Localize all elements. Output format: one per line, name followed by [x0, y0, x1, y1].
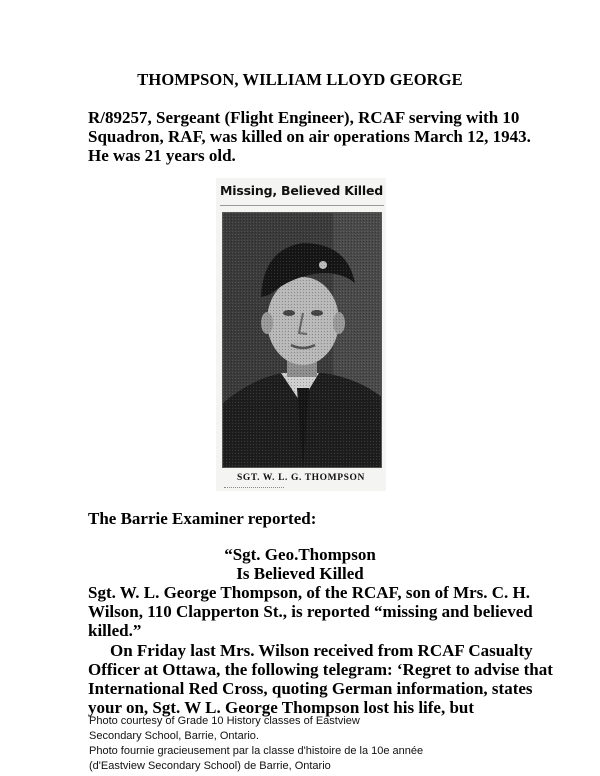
service-summary	[88, 108, 558, 165]
service-summary-line: Squadron, RAF, was killed on air operations March 12, 1943.	[88, 127, 531, 146]
clipping-divider	[220, 205, 384, 206]
newspaper-clipping	[216, 178, 386, 491]
photo-credit-line: Secondary School, Barrie, Ontario.	[89, 730, 259, 742]
page-title: THOMPSON, WILLIAM LLOYD GEORGE	[137, 70, 463, 89]
service-summary-line: He was 21 years old.	[88, 146, 236, 165]
photo-credit-line: Photo fournie gracieusement par la classe d'histoire de la 10e année	[89, 745, 424, 757]
photo-credit	[89, 714, 423, 774]
portrait-image-icon	[223, 213, 382, 468]
article-body	[88, 583, 558, 717]
article-paragraph: On Friday last Mrs. Wilson received from RCAF Casualty Officer at Ottawa, the following telegram: ‘Regret to advise that International Red Cross, quoting German information, states your on, Sgt. W L. George Thompson lost his life, but	[88, 640, 553, 718]
source-attribution: The Barrie Examiner reported:	[88, 509, 317, 528]
photo-credit-line: Photo courtesy of Grade 10 History classes of Eastview	[89, 715, 360, 727]
photo-caption: SGT. W. L. G. THOMPSON	[237, 473, 365, 483]
clipping-torn-edge	[224, 487, 284, 491]
photo-credit-line: (d'Eastview Secondary School) de Barrie, Ontario	[89, 760, 331, 772]
clipping-headline: Missing, Believed Killed	[220, 183, 383, 198]
article-headline-line: “Sgt. Geo.Thompson	[224, 545, 376, 564]
article-paragraph: Sgt. W. L. George Thompson, of the RCAF, son of Mrs. C. H. Wilson, 110 Clapperton St., is reported “missing and believed killed.”	[88, 583, 533, 641]
service-summary-line: R/89257, Sergeant (Flight Engineer), RCAF serving with 10	[88, 108, 520, 127]
article-headline-line: Is Believed Killed	[236, 564, 364, 583]
portrait-photo	[222, 212, 382, 468]
